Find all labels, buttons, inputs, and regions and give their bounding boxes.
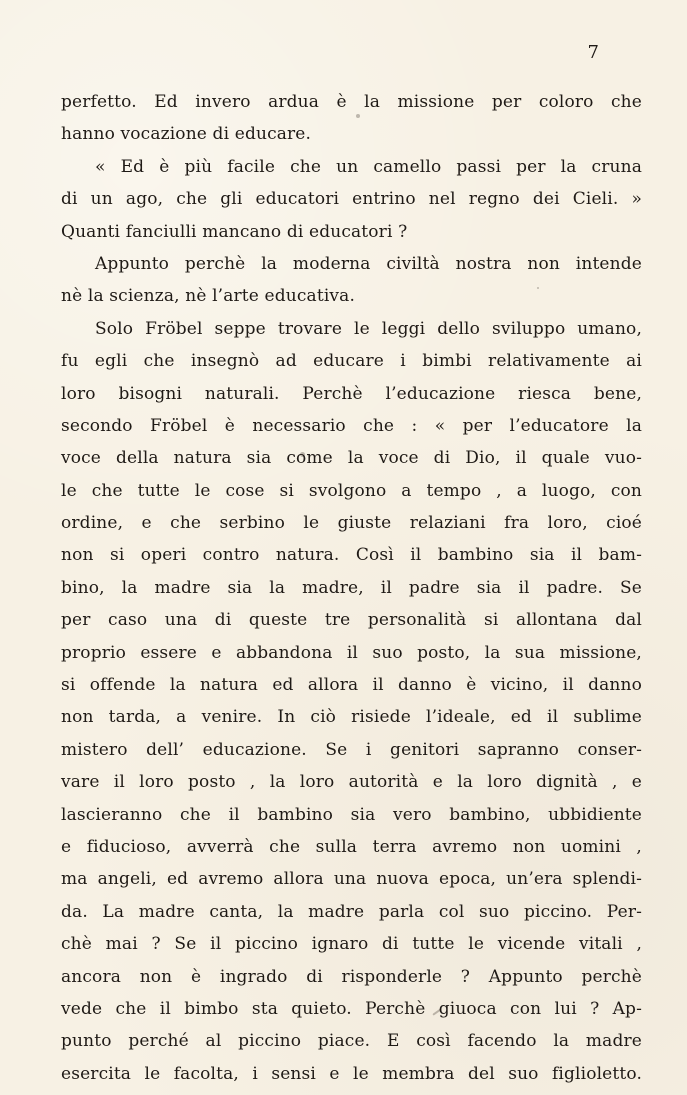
- text-line: lascieranno che il bambino sia vero bambino, ubbidiente: [61, 804, 642, 825]
- page-number: 7: [587, 42, 599, 63]
- text-line: ordine, e che serbino le giuste relaziani fra loro, cioé: [61, 513, 642, 534]
- text-line: ancora non è ingrado di risponderle ? Appunto perchè: [61, 966, 642, 987]
- text-line: non si operi contro natura. Così il bambino sia il bam-: [61, 545, 642, 566]
- text-line: vede che il bimbo sta quieto. Perchè giuoca con lui ? Ap-: [61, 998, 642, 1019]
- text-line: per caso una di queste tre personalità si allontana dal: [61, 610, 642, 631]
- text-line: chè mai ? Se il piccino ignaro di tutte le vicende vitali ,: [61, 934, 642, 955]
- text-line: di un ago, che gli educatori entrino nel regno dei Cieli. »: [61, 189, 642, 210]
- text-line: hanno vocazione di educare.: [61, 124, 312, 145]
- text-line: Quanti fanciulli mancano di educatori ?: [61, 221, 408, 242]
- ink-speck: [537, 287, 539, 289]
- text-line: e fiducioso, avverrà che sulla terra avremo non uomini ,: [61, 836, 642, 857]
- text-line: mistero dell’ educazione. Se i genitori sapranno conser-: [61, 739, 642, 760]
- text-line: ma angeli, ed avremo allora una nuova epoca, un’era splendi-: [61, 869, 642, 890]
- text-line: bino, la madre sia la madre, il padre sia il padre. Se: [61, 577, 642, 598]
- text-line: non tarda, a venire. In ciò risiede l’ideale, ed il sublime: [61, 707, 642, 728]
- text-line: esercita le facolta, i sensi e le membra del suo figlioletto.: [61, 1063, 642, 1084]
- text-line: Solo Fröbel seppe trovare le leggi dello sviluppo umano,: [95, 318, 642, 339]
- body-text: [61, 86, 642, 1090]
- text-line: le che tutte le cose si svolgono a tempo , a luogo, con: [61, 480, 642, 501]
- ink-speck: [356, 114, 360, 118]
- text-line: perfetto. Ed invero ardua è la missione per coloro che: [61, 92, 642, 112]
- text-line: proprio essere e abbandona il suo posto, la sua missione,: [61, 642, 642, 663]
- text-line: da. La madre canta, la madre parla col suo piccino. Per-: [61, 901, 642, 922]
- text-line: Appunto perchè la moderna civiltà nostra non intende: [95, 253, 642, 274]
- text-line: nè la scienza, nè l’arte educativa.: [61, 286, 356, 307]
- text-line: secondo Fröbel è necessario che : « per l’educatore la: [61, 415, 642, 436]
- text-line: « Ed è più facile che un camello passi per la cruna: [95, 156, 642, 177]
- text-line: punto perché al piccino piace. E così facendo la madre: [61, 1031, 642, 1052]
- text-line: si offende la natura ed allora il danno è vicino, il danno: [61, 675, 642, 696]
- text-line: vare il loro posto , la loro autorità e la loro dignità , e: [61, 772, 642, 793]
- text-line: voce della natura sia come la voce di Dio, il quale vuo-: [61, 448, 642, 469]
- text-line: fu egli che insegnò ad educare i bimbi relativamente ai: [61, 351, 642, 372]
- text-line: loro bisogni naturali. Perchè l’educazione riesca bene,: [61, 383, 642, 404]
- ink-speck: [300, 452, 305, 457]
